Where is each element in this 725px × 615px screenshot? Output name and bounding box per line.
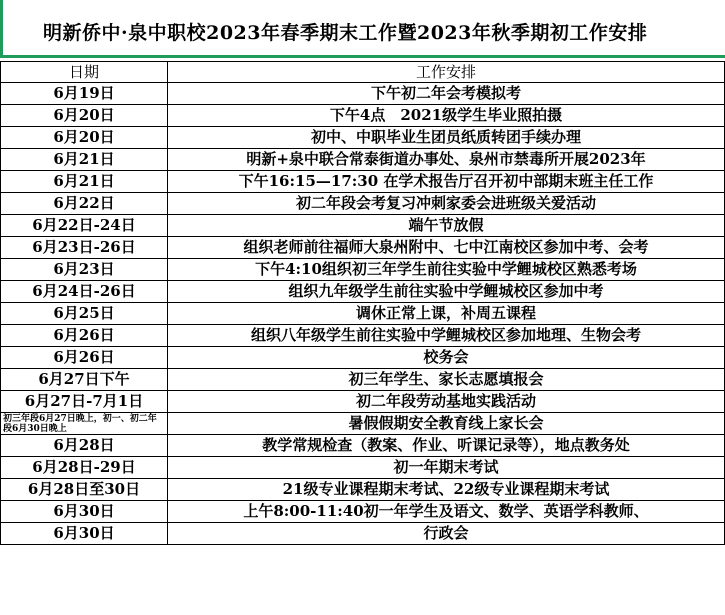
row-date: 6月21日 xyxy=(0,171,168,192)
row-date: 初三年段6月27日晚上，初一、初二年段6月30日晚上 xyxy=(0,413,168,434)
header-date: 日期 xyxy=(0,62,168,82)
row-date: 6月28日至30日 xyxy=(0,479,168,500)
row-work: 上午8:00-11:40初一年学生及语文、数学、英语学科教师、 xyxy=(168,501,725,522)
row-work: 行政会 xyxy=(168,523,725,544)
table-row xyxy=(0,501,725,523)
row-work: 明新+泉中联合常泰街道办事处、泉州市禁毒所开展2023年 xyxy=(168,149,725,170)
table-row xyxy=(0,391,725,413)
row-work: 下午初二年会考模拟考 xyxy=(168,83,725,104)
table-row xyxy=(0,237,725,259)
table-row xyxy=(0,523,725,545)
table-row xyxy=(0,215,725,237)
row-work: 下午4点 2021级学生毕业照拍摄 xyxy=(168,105,725,126)
table-row xyxy=(0,281,725,303)
row-date: 6月24日-26日 xyxy=(0,281,168,302)
row-work: 调休正常上课，补周五课程 xyxy=(168,303,725,324)
row-work: 初二年段会考复习冲刺家委会进班级关爱活动 xyxy=(168,193,725,214)
row-work: 初二年段劳动基地实践活动 xyxy=(168,391,725,412)
table-row xyxy=(0,479,725,501)
row-date: 6月22日-24日 xyxy=(0,215,168,236)
row-date: 6月20日 xyxy=(0,105,168,126)
row-work: 教学常规检查（教案、作业、听课记录等），地点教务处 xyxy=(168,435,725,456)
table-row xyxy=(0,83,725,105)
row-date: 6月30日 xyxy=(0,501,168,522)
row-date: 6月28日-29日 xyxy=(0,457,168,478)
row-work: 暑假假期安全教育线上家长会 xyxy=(168,413,725,434)
row-work: 下午16:15—17:30 在学术报告厅召开初中部期末班主任工作 xyxy=(168,171,725,192)
row-date: 6月21日 xyxy=(0,149,168,170)
row-date: 6月19日 xyxy=(0,83,168,104)
table-row xyxy=(0,325,725,347)
row-date: 6月26日 xyxy=(0,347,168,368)
row-date: 6月30日 xyxy=(0,523,168,544)
schedule-table xyxy=(0,61,725,545)
row-date: 6月28日 xyxy=(0,435,168,456)
row-work: 校务会 xyxy=(168,347,725,368)
row-date: 6月26日 xyxy=(0,325,168,346)
row-date: 6月23日-26日 xyxy=(0,237,168,258)
row-date: 6月20日 xyxy=(0,127,168,148)
table-row xyxy=(0,149,725,171)
row-work: 组织八年级学生前往实验中学鲤城校区参加地理、生物会考 xyxy=(168,325,725,346)
row-work: 初三年学生、家长志愿填报会 xyxy=(168,369,725,390)
header-work: 工作安排 xyxy=(168,62,725,82)
table-row xyxy=(0,127,725,149)
table-row xyxy=(0,435,725,457)
table-row xyxy=(0,413,725,435)
table-row xyxy=(0,369,725,391)
table-row xyxy=(0,347,725,369)
row-work: 21级专业课程期末考试、22级专业课程期末考试 xyxy=(168,479,725,500)
table-row xyxy=(0,193,725,215)
row-work: 组织九年级学生前往实验中学鲤城校区参加中考 xyxy=(168,281,725,302)
table-row xyxy=(0,457,725,479)
page-title: 明新侨中·泉中职校2023年春季期末工作暨2023年秋季期初工作安排 xyxy=(43,22,648,44)
table-row xyxy=(0,105,725,127)
row-work: 端午节放假 xyxy=(168,215,725,236)
row-work: 下午4:10组织初三年学生前往实验中学鲤城校区熟悉考场 xyxy=(168,259,725,280)
title-bar xyxy=(0,0,725,58)
row-work: 组织老师前往福师大泉州附中、七中江南校区参加中考、会考 xyxy=(168,237,725,258)
row-date: 6月23日 xyxy=(0,259,168,280)
row-work: 初中、中职毕业生团员纸质转团手续办理 xyxy=(168,127,725,148)
row-date: 6月25日 xyxy=(0,303,168,324)
table-row xyxy=(0,303,725,325)
row-work: 初一年期末考试 xyxy=(168,457,725,478)
row-date: 6月27日-7月1日 xyxy=(0,391,168,412)
row-date: 6月27日下午 xyxy=(0,369,168,390)
table-row xyxy=(0,171,725,193)
table-row xyxy=(0,259,725,281)
table-header-row xyxy=(0,61,725,83)
row-date: 6月22日 xyxy=(0,193,168,214)
